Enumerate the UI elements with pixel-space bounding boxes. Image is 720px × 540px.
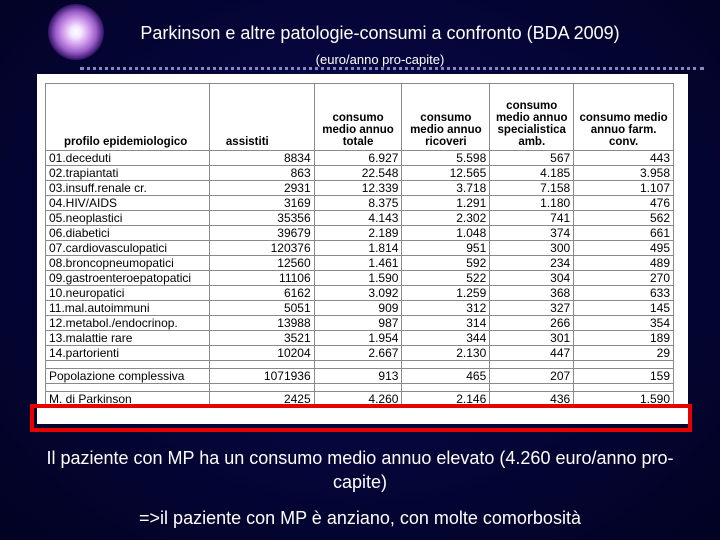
table-cell: 270 bbox=[574, 271, 674, 286]
table-cell: 1.590 bbox=[574, 392, 674, 407]
table-cell: 4.185 bbox=[490, 166, 574, 181]
table-cell: 10204 bbox=[209, 346, 314, 361]
table-cell: 1.107 bbox=[574, 181, 674, 196]
table-cell: 522 bbox=[402, 271, 490, 286]
table-row bbox=[46, 241, 674, 256]
table-cell: 909 bbox=[314, 301, 402, 316]
row-label: 08.broncopneumopatici bbox=[46, 256, 210, 271]
note-consumption: Il paziente con MP ha un consumo medio annuo elevato (4.260 euro/anno pro-capite) bbox=[46, 448, 674, 492]
column-header: consumo medio annuo totale bbox=[314, 84, 402, 151]
row-label: 05.neoplastici bbox=[46, 211, 210, 226]
table-row bbox=[46, 211, 674, 226]
table-cell: 2931 bbox=[209, 181, 314, 196]
table-cell: 489 bbox=[574, 256, 674, 271]
table-cell: 12.565 bbox=[402, 166, 490, 181]
table-cell: 8.375 bbox=[314, 196, 402, 211]
slide-title bbox=[110, 21, 650, 72]
table-cell: 1.180 bbox=[490, 196, 574, 211]
table-cell: 1.590 bbox=[314, 271, 402, 286]
table-cell: 4.260 bbox=[314, 392, 402, 407]
table-cell: 951 bbox=[402, 241, 490, 256]
table-cell: 3.092 bbox=[314, 286, 402, 301]
row-label: 12.metabol./endocrinop. bbox=[46, 316, 210, 331]
spacer-row bbox=[46, 361, 674, 369]
table-row bbox=[46, 196, 674, 211]
row-label: 06.diabetici bbox=[46, 226, 210, 241]
row-label: 01.deceduti bbox=[46, 151, 210, 166]
table-cell: 35356 bbox=[209, 211, 314, 226]
row-label: 07.cardiovasculopatici bbox=[46, 241, 210, 256]
spacer-row bbox=[46, 384, 674, 392]
decorative-orb bbox=[48, 4, 104, 60]
table-row bbox=[46, 256, 674, 271]
table-cell: 987 bbox=[314, 316, 402, 331]
table-cell: 2.189 bbox=[314, 226, 402, 241]
table-cell: 562 bbox=[574, 211, 674, 226]
row-label: M. di Parkinson bbox=[46, 392, 210, 407]
table-cell: 6.927 bbox=[314, 151, 402, 166]
table-row bbox=[46, 151, 674, 166]
row-label: Popolazione complessiva bbox=[46, 369, 210, 384]
table-cell: 266 bbox=[490, 316, 574, 331]
column-header: consumo medio annuo ricoveri bbox=[402, 84, 490, 151]
table-cell: 374 bbox=[490, 226, 574, 241]
table-cell: 159 bbox=[574, 369, 674, 384]
table-cell: 12560 bbox=[209, 256, 314, 271]
table-cell: 120376 bbox=[209, 241, 314, 256]
table-cell: 354 bbox=[574, 316, 674, 331]
table-cell: 2425 bbox=[209, 392, 314, 407]
table-cell: 3.718 bbox=[402, 181, 490, 196]
table-row bbox=[46, 331, 674, 346]
column-header: consumo medio annuo farm. conv. bbox=[574, 84, 674, 151]
table-cell: 2.302 bbox=[402, 211, 490, 226]
table-cell: 207 bbox=[490, 369, 574, 384]
population-row bbox=[46, 369, 674, 384]
table-cell: 1.291 bbox=[402, 196, 490, 211]
table-body bbox=[46, 151, 674, 407]
table-cell: 344 bbox=[402, 331, 490, 346]
table-cell: 29 bbox=[574, 346, 674, 361]
slide-title-main: Parkinson e altre patologie-consumi a confronto (BDA 2009) bbox=[140, 23, 620, 43]
table-cell: 7.158 bbox=[490, 181, 574, 196]
table-cell: 234 bbox=[490, 256, 574, 271]
table-cell: 3.958 bbox=[574, 166, 674, 181]
table-row bbox=[46, 316, 674, 331]
parkinson-highlight-box bbox=[30, 404, 692, 432]
table-cell: 2.130 bbox=[402, 346, 490, 361]
table-cell: 436 bbox=[490, 392, 574, 407]
table-cell: 3521 bbox=[209, 331, 314, 346]
table-cell: 6162 bbox=[209, 286, 314, 301]
table-cell: 22.548 bbox=[314, 166, 402, 181]
table-cell: 8834 bbox=[209, 151, 314, 166]
table-cell: 1.259 bbox=[402, 286, 490, 301]
table-cell: 327 bbox=[490, 301, 574, 316]
row-label: 02.trapiantati bbox=[46, 166, 210, 181]
table-cell: 1071936 bbox=[209, 369, 314, 384]
table-cell: 661 bbox=[574, 226, 674, 241]
table-cell: 368 bbox=[490, 286, 574, 301]
table-cell: 145 bbox=[574, 301, 674, 316]
table-row bbox=[46, 286, 674, 301]
slide-title-sub: (euro/anno pro-capite) bbox=[315, 52, 445, 67]
table-cell: 1.048 bbox=[402, 226, 490, 241]
table-cell: 312 bbox=[402, 301, 490, 316]
column-header: consumo medio annuo specialistica amb. bbox=[490, 84, 574, 151]
table-row bbox=[46, 271, 674, 286]
table-cell: 1.461 bbox=[314, 256, 402, 271]
table-cell: 1.954 bbox=[314, 331, 402, 346]
table-cell: 741 bbox=[490, 211, 574, 226]
table-cell: 304 bbox=[490, 271, 574, 286]
table-sheet bbox=[37, 74, 688, 424]
table-header-row bbox=[46, 84, 674, 151]
table-cell: 863 bbox=[209, 166, 314, 181]
title-divider bbox=[80, 67, 704, 70]
row-label: 09.gastroenteroepatopatici bbox=[46, 271, 210, 286]
table-cell: 913 bbox=[314, 369, 402, 384]
table-cell: 5.598 bbox=[402, 151, 490, 166]
column-header: assistiti bbox=[209, 84, 314, 151]
row-label: 13.malattie rare bbox=[46, 331, 210, 346]
table-cell: 443 bbox=[574, 151, 674, 166]
table-row bbox=[46, 166, 674, 181]
column-header: profilo epidemiologico bbox=[46, 84, 210, 151]
table-cell: 495 bbox=[574, 241, 674, 256]
table-cell: 314 bbox=[402, 316, 490, 331]
row-label: 14.partorienti bbox=[46, 346, 210, 361]
table-row bbox=[46, 301, 674, 316]
table-cell: 465 bbox=[402, 369, 490, 384]
table-row bbox=[46, 181, 674, 196]
row-label: 11.mal.autoimmuni bbox=[46, 301, 210, 316]
table-cell: 4.143 bbox=[314, 211, 402, 226]
table-cell: 447 bbox=[490, 346, 574, 361]
table-cell: 567 bbox=[490, 151, 574, 166]
table-row bbox=[46, 226, 674, 241]
table-cell: 11106 bbox=[209, 271, 314, 286]
table-cell: 301 bbox=[490, 331, 574, 346]
table-cell: 39679 bbox=[209, 226, 314, 241]
table-cell: 2.146 bbox=[402, 392, 490, 407]
table-cell: 3169 bbox=[209, 196, 314, 211]
row-label: 03.insuff.renale cr. bbox=[46, 181, 210, 196]
table-cell: 5051 bbox=[209, 301, 314, 316]
table-cell: 12.339 bbox=[314, 181, 402, 196]
row-label: 10.neuropatici bbox=[46, 286, 210, 301]
note-comorbidity: =>il paziente con MP è anziano, con molte comorbosità bbox=[139, 508, 581, 528]
table-cell: 476 bbox=[574, 196, 674, 211]
table-cell: 592 bbox=[402, 256, 490, 271]
table-cell: 2.667 bbox=[314, 346, 402, 361]
table-cell: 1.814 bbox=[314, 241, 402, 256]
table-cell: 189 bbox=[574, 331, 674, 346]
table-cell: 300 bbox=[490, 241, 574, 256]
table-row bbox=[46, 346, 674, 361]
table-cell: 13988 bbox=[209, 316, 314, 331]
consumption-table bbox=[45, 83, 674, 407]
row-label: 04.HIV/AIDS bbox=[46, 196, 210, 211]
table-cell: 633 bbox=[574, 286, 674, 301]
